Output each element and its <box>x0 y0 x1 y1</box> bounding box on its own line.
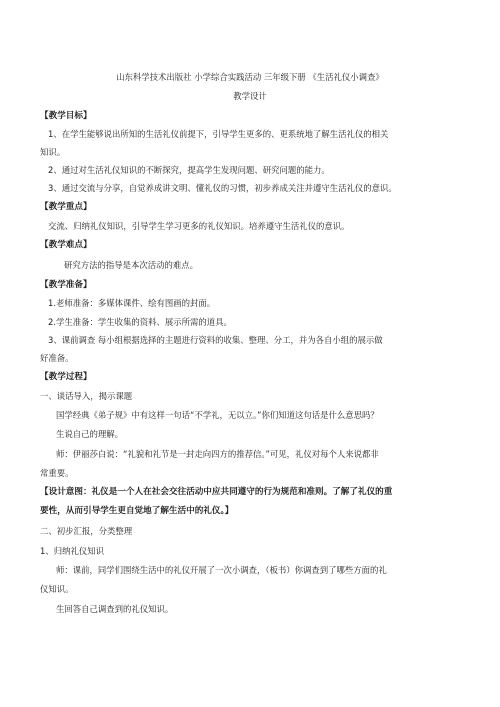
goal-3: 3、通过交流与分享，自觉养成讲文明、懂礼仪的习惯，初步养成关注并遵守生活礼仪的意识。 <box>48 183 397 193</box>
prep-item-1: 1.老师准备：多媒体课件、绘有图画的封面。 <box>48 298 216 308</box>
goal-2: 2、通过对生活礼仪知识的不断探究，提高学生发现问题、研究问题的能力。 <box>48 165 330 175</box>
process-paragraph-3-line-1: 师：伊丽莎白说：“礼貌和礼节是一封走向四方的推荐信。”可见，礼仪对每个人来说都非 <box>56 449 379 459</box>
process-part-1-title: 一、谈话导入，揭示课题 <box>40 391 133 401</box>
goal-1-line-2: 知识。 <box>40 147 66 157</box>
process-sub-1-title: 1、归纳礼仪知识 <box>40 546 104 556</box>
publisher-line: 山东科学技术出版社 小学综合实践活动 三年级下册 《生活礼仪小调查》 <box>116 72 384 82</box>
process-part-2-title: 二、初步汇报，分类整理 <box>40 526 133 536</box>
process-paragraph-4-line-1: 师：课前，同学们围绕生活中的礼仪开展了一次小调查，（板书）你调查到了哪些方面的礼 <box>56 565 387 575</box>
difficulty-text: 研究方法的指导是本次活动的难点。 <box>64 260 198 270</box>
process-paragraph-1: 国学经典《弟子规》中有这样一句话“不学礼，无以立。”你们知道这句话是什么意思吗？ <box>56 410 379 420</box>
keypoints-text: 交流、归纳礼仪知识，引导学生学习更多的礼仪知识。培养遵守生活礼仪的意识。 <box>48 221 350 231</box>
design-intent-line-2: 要性，从而引导学生更自觉地了解生活中的礼仪。】 <box>40 506 234 516</box>
goals-heading: 【教学目标】 <box>40 111 92 121</box>
process-paragraph-3-line-2: 常重要。 <box>40 468 74 478</box>
process-paragraph-4-line-2: 仪知识。 <box>40 584 74 594</box>
difficulty-heading: 【教学难点】 <box>40 240 92 250</box>
process-paragraph-2: 生说自己的理解。 <box>56 429 123 439</box>
goal-1-line-1: 1、在学生能够说出所知的生活礼仪前提下，引导学生更多的、更系统地了解生活礼仪的相关 <box>48 129 389 139</box>
prep-item-3-line-1: 3、课前调查 每小组根据选择的主题进行资料的收集、整理、分工，并为各自小组的展示做 <box>48 335 383 345</box>
prep-heading: 【教学准备】 <box>40 280 92 290</box>
keypoints-heading: 【教学重点】 <box>40 202 92 212</box>
document-title: 教学设计 <box>233 91 267 101</box>
process-heading: 【教学过程】 <box>40 372 92 382</box>
prep-item-2: 2.学生准备：学生收集的资料、展示所需的道具。 <box>48 317 232 327</box>
design-intent-line-1: 【设计意图：礼仪是一个人在社会交往活动中应共同遵守的行为规范和准则。了解了礼仪的重 <box>40 487 393 497</box>
prep-item-3-line-2: 好准备。 <box>40 353 74 363</box>
process-paragraph-5: 生回答自己调查到的礼仪知识。 <box>56 604 174 614</box>
